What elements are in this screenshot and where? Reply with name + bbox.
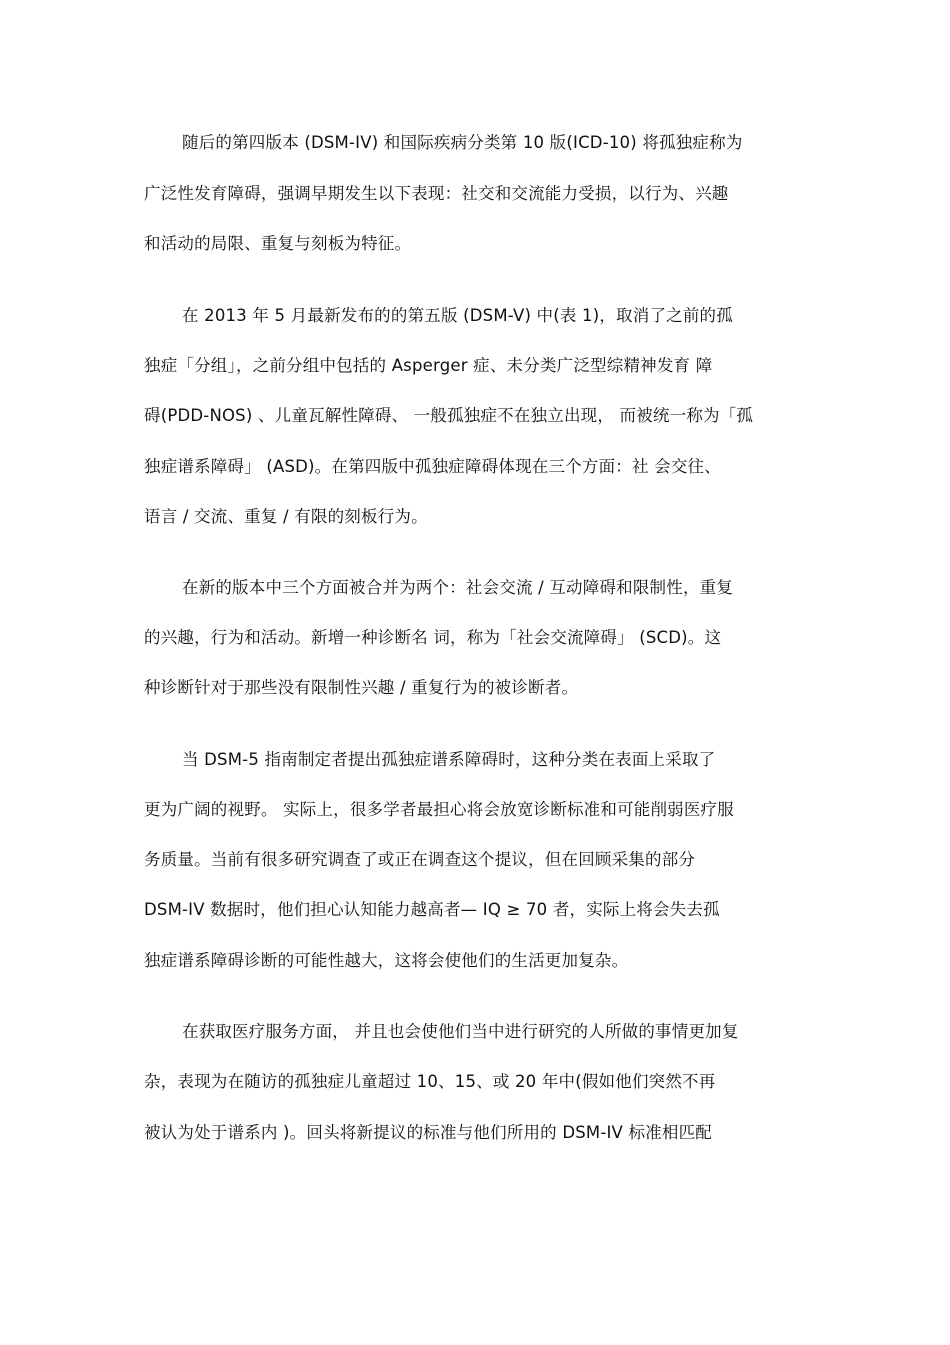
paragraph-3-line-2: 的兴趣，行为和活动。新增一种诊断名 词，称为「社会交流障碍」 (SCD)。这 xyxy=(144,628,722,647)
paragraph-2-line-3: 碍(PDD-NOS) 、儿童瓦解性障碍、 一般孤独症不在独立出现， 而被统一称为「孤 xyxy=(144,406,754,425)
paragraph-4-line-3: 务质量。当前有很多研究调查了或正在调查这个提议，但在回顾采集的部分 xyxy=(144,850,696,869)
paragraph-2-line-1: 在 2013 年 5 月最新发布的的第五版 (DSM-V) 中(表 1)，取消了之前的孤 xyxy=(182,306,733,325)
paragraph-5-line-3: 被认为处于谱系内 )。回头将新提议的标准与他们所用的 DSM-IV 标准相匹配 xyxy=(144,1123,712,1142)
paragraph-5-line-1: 在获取医疗服务方面， 并且也会使他们当中进行研究的人所做的事情更加复 xyxy=(182,1022,739,1041)
paragraph-1-line-1: 随后的第四版本 (DSM-IV) 和国际疾病分类第 10 版(ICD-10) 将孤独症称为 xyxy=(182,133,743,152)
paragraph-4-line-1: 当 DSM-5 指南制定者提出孤独症谱系障碍时，这种分类在表面上采取了 xyxy=(182,750,716,769)
paragraph-4-line-2: 更为广阔的视野。 实际上，很多学者最担心将会放宽诊断标准和可能削弱医疗服 xyxy=(144,800,734,819)
paragraph-3-line-1: 在新的版本中三个方面被合并为两个：社会交流 / 互动障碍和限制性，重复 xyxy=(182,578,734,597)
paragraph-4-line-5: 独症谱系障碍诊断的可能性越大，这将会使他们的生活更加复杂。 xyxy=(144,951,629,970)
paragraph-2-line-2: 独症「分组」，之前分组中包括的 Asperger 症、未分类广泛型综精神发育 障 xyxy=(144,356,713,375)
paragraph-3-line-3: 种诊断针对于那些没有限制性兴趣 / 重复行为的被诊断者。 xyxy=(144,678,579,697)
paragraph-2-line-5: 语言 / 交流、重复 / 有限的刻板行为。 xyxy=(144,507,428,526)
paragraph-1-line-3: 和活动的局限、重复与刻板为特征。 xyxy=(144,234,412,253)
paragraph-2-line-4: 独症谱系障碍」 (ASD)。在第四版中孤独症障碍体现在三个方面：社 会交往、 xyxy=(144,457,721,476)
paragraph-4-line-4: DSM-IV 数据时，他们担心认知能力越高者— IQ ≥ 70 者，实际上将会失去孤 xyxy=(144,900,720,919)
paragraph-1-line-2: 广泛性发育障碍，强调早期发生以下表现：社交和交流能力受损，以行为、兴趣 xyxy=(144,184,729,203)
paragraph-5-line-2: 杂，表现为在随访的孤独症儿童超过 10、15、或 20 年中(假如他们突然不再 xyxy=(144,1072,716,1091)
